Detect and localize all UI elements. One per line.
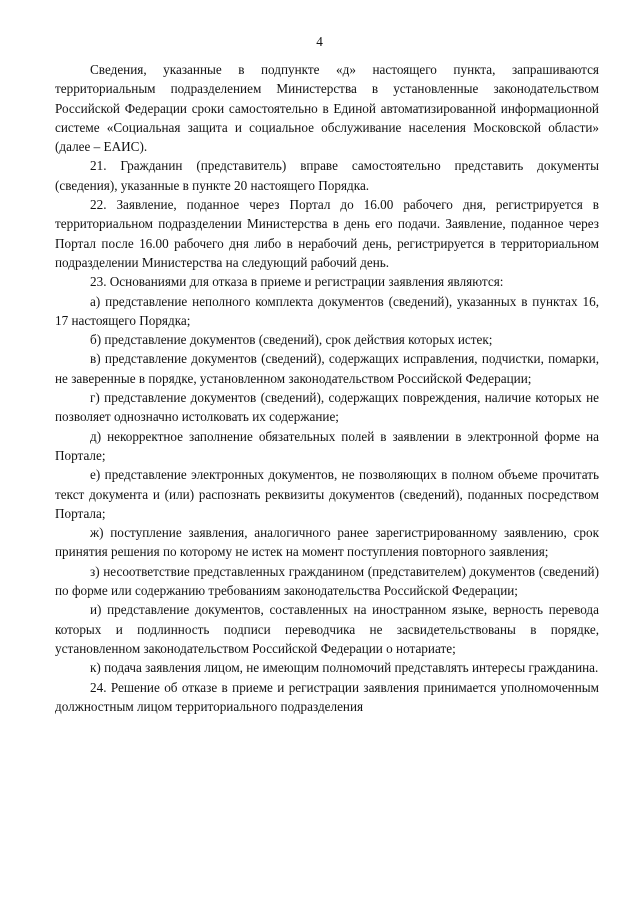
list-item-zh: ж) поступление заявления, аналогичного ранее зарегистрированному заявлению, срок принятия решения по которому не истек на момент поступления повторного заявления; xyxy=(55,525,599,560)
list-item-a: а) представление неполного комплекта документов (сведений), указанных в пунктах 16, 17 настоящего Порядка; xyxy=(55,293,599,328)
document-body xyxy=(55,60,599,716)
paragraph-21: 21. Гражданин (представитель) вправе самостоятельно представить документы (сведения), указанные в пункте 20 настоящего Порядка. xyxy=(55,158,599,193)
list-item-g: г) представление документов (сведений), содержащих повреждения, наличие которых не позволяет однозначно истолковать их содержание; xyxy=(55,390,599,425)
list-item-z: з) несоответствие представленных гражданином (представителем) документов (сведений) по форме или содержанию требованиям законодательства Российской Федерации; xyxy=(55,563,599,599)
paragraph-24: 24. Решение об отказе в приеме и регистрации заявления принимается уполномоченным должностным лицом территориального подразделения xyxy=(55,679,599,714)
list-item-i: и) представление документов, составленных на иностранном языке, верность перевода которых и подлинность подписи переводчика не засвидетельствованы в порядке, установленном законодательством Российской Федерации о нотариате; xyxy=(55,602,599,656)
list-item-v: в) представление документов (сведений), содержащих исправления, подчистки, помарки, не заверенные в порядке, установленном законодательством Российской Федерации; xyxy=(55,351,599,386)
list-item-b: б) представление документов (сведений), срок действия которых истек; xyxy=(90,332,493,348)
paragraph-23: 23. Основаниями для отказа в приеме и регистрации заявления являются: xyxy=(90,274,504,290)
list-item-e: е) представление электронных документов, не позволяющих в полном объеме прочитать текст документа и (или) распознать реквизиты документов (сведений), поданных посредством Портала; xyxy=(55,467,599,521)
list-item-d: д) некорректное заполнение обязательных полей в заявлении в электронной форме на Портале; xyxy=(55,428,599,463)
list-item-k: к) подача заявления лицом, не имеющим полномочий представлять интересы гражданина. xyxy=(90,660,599,676)
paragraph-eais-info: Сведения, указанные в подпункте «д» настоящего пункта, запрашиваются территориальным подразделением Министерства в установленные законодательством Российской Федерации сроки самостоятельно в Единой автоматизированной информационной системе «Социальная защита и социальное обслуживание населения Московской области» (далее – ЕАИС). xyxy=(55,62,599,155)
page-number: 4 xyxy=(316,34,323,49)
paragraph-22: 22. Заявление, поданное через Портал до 16.00 рабочего дня, регистрируется в территориальном подразделении Министерства в день его подачи. Заявление, поданное через Портал после 16.00 рабочего дня либо в нерабочий день, регистрируется в территориальном подразделении Министерства на следующий рабочий день. xyxy=(55,197,599,270)
